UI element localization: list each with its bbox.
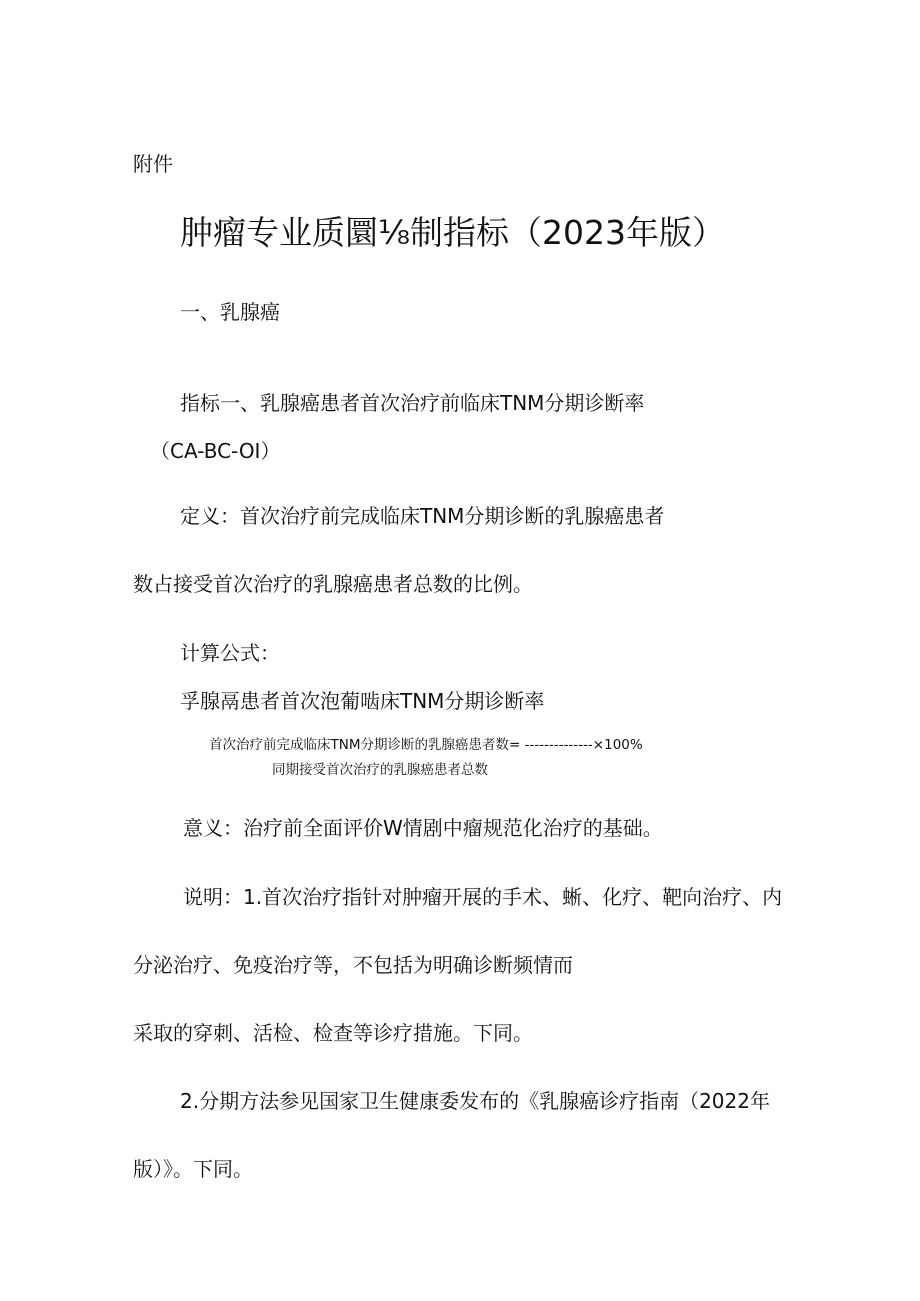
indicator-title-line2: （CA-BC-OI） bbox=[150, 439, 281, 463]
section-heading: 一、乳腺癌 bbox=[180, 300, 280, 324]
definition-line1: 定义：首次治疗前完成临床TNM分期诊断的乳腺癌患者 bbox=[180, 504, 665, 528]
note1-line3: 采取的穿刺、活检、检查等诊疗措施。下同。 bbox=[133, 1021, 533, 1045]
formula-label: 计算公式： bbox=[180, 641, 280, 665]
formula-name: 孚腺鬲患者首次泡葡啮床TNM分期诊断率 bbox=[180, 689, 545, 713]
attachment-label: 附件 bbox=[133, 152, 173, 176]
note1-line1: 说明：1.首次治疗指针对肿瘤开展的手术、蜥、化疗、靶向治疗、内 bbox=[183, 885, 783, 909]
indicator-title-line1: 指标一、乳腺癌患者首次治疗前临床TNM分期诊断率 bbox=[180, 391, 645, 415]
significance-text: 意义：治疗前全面评价W情剧中瘤规范化治疗的基础。 bbox=[183, 816, 663, 840]
formula-numerator: 首次治疗前完成临床TNM分期诊断的乳腺癌患者数= --------------×100% bbox=[209, 737, 643, 753]
note1-line2: 分泌治疗、免疫治疗等，不包括为明确诊断频情而 bbox=[133, 953, 573, 977]
note2-line1: 2.分期方法参见国家卫生健康委发布的《乳腺癌诊疗指南（2022年 bbox=[180, 1089, 770, 1113]
formula-denominator: 同期接受首次治疗的乳腺癌患者总数 bbox=[272, 762, 488, 778]
note2-line2: 版）》。下同。 bbox=[133, 1157, 253, 1181]
document-title: 肿瘤专业质圜⅛制指标（2023年版） bbox=[180, 213, 725, 252]
definition-line2: 数占接受首次治疗的乳腺癌患者总数的比例。 bbox=[133, 572, 533, 596]
